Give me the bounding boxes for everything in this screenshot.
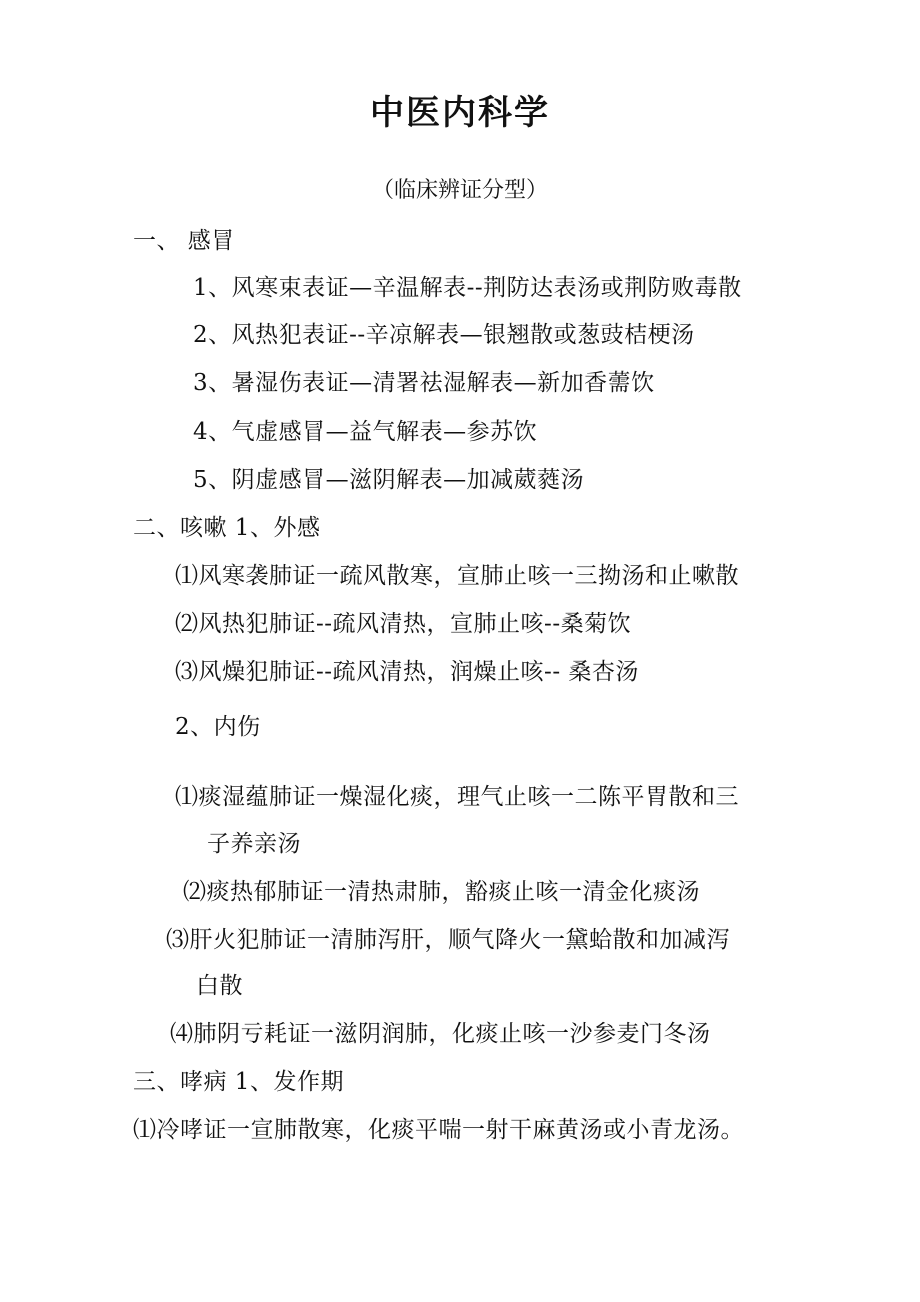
section-heading-ganmao: 一、 感冒 (133, 228, 235, 254)
document-title: 中医内科学 (370, 93, 550, 133)
list-item: ⑴冷哮证一宣肺散寒，化痰平喘一射干麻黄汤或小青龙汤。 (133, 1117, 744, 1143)
document-subtitle: （临床辨证分型） (371, 178, 548, 203)
subsection-heading-neishang: 2、内伤 (175, 714, 261, 740)
list-item-continuation: 白散 (196, 973, 243, 999)
list-item: 2、风热犯表证--辛凉解表—银翘散或葱豉桔梗汤 (193, 322, 695, 348)
list-item: ⑴痰湿蕴肺证一燥湿化痰，理气止咳一二陈平胃散和三 (175, 784, 739, 810)
list-item: ⑴风寒袭肺证一疏风散寒，宣肺止咳一三拗汤和止嗽散 (175, 563, 739, 589)
list-item-continuation: 子养亲汤 (207, 831, 301, 857)
list-item: 3、暑湿伤表证—清署祛湿解表—新加香薷饮 (193, 370, 655, 396)
list-item: 1、风寒束表证—辛温解表--荆防达表汤或荆防败毒散 (193, 275, 742, 301)
list-item: ⑶肝火犯肺证一清肺泻肝，顺气降火一黛蛤散和加减泻 (166, 927, 730, 953)
list-item: 4、气虚感冒—益气解表—参苏饮 (193, 419, 538, 445)
list-item: ⑷肺阴亏耗证一滋阴润肺，化痰止咳一沙参麦门冬汤 (170, 1021, 711, 1047)
list-item: ⑵风热犯肺证--疏风清热，宣肺止咳--桑菊饮 (175, 611, 632, 637)
list-item: ⑶风燥犯肺证--疏风清热，润燥止咳-- 桑杏汤 (175, 659, 639, 685)
list-item: ⑵痰热郁肺证一清热肃肺，豁痰止咳一清金化痰汤 (183, 879, 700, 905)
list-item: 5、阴虚感冒—滋阴解表—加减葳蕤汤 (193, 467, 585, 493)
section-heading-kesou: 二、咳嗽 1、外感 (133, 515, 321, 541)
section-heading-xiaobing: 三、哮病 1、发作期 (133, 1069, 344, 1095)
